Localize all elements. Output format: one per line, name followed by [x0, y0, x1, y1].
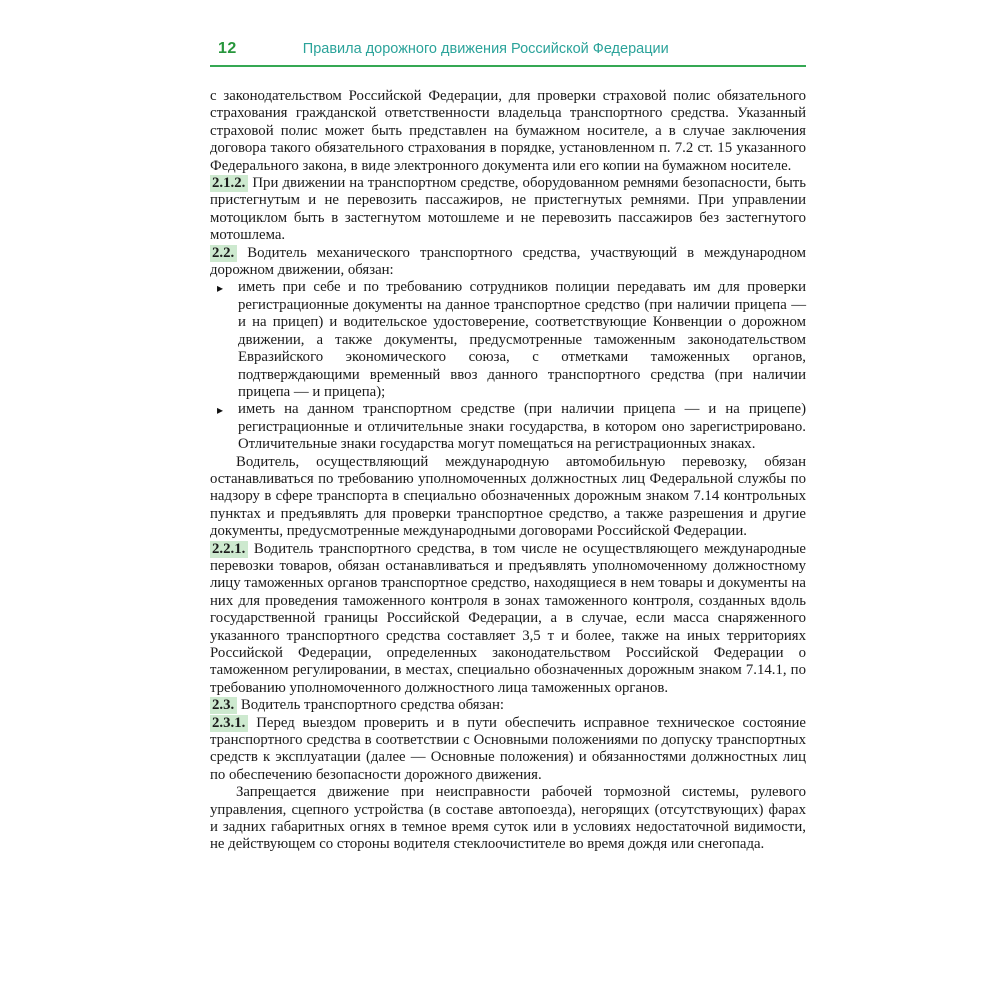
list-item-text: иметь на данном транспортном средстве (при наличии прицепа — и на прицепе) регистрационные и отличительные знаки государства, в котором оно зарегистрировано. Отличительные знаки государства могут помещаться на регистрационных знаках.: [238, 401, 806, 453]
page-title: Правила дорожного движения Российской Федерации: [302, 41, 669, 57]
section-number: 2.2.: [210, 245, 237, 262]
paragraph-continuation: [210, 88, 806, 175]
paragraph: [210, 454, 806, 541]
bullet-arrow-icon: ▸: [217, 281, 224, 296]
paragraph-text: с законодательством Российской Федерации, для проверки страховой полис обязательного страхования гражданской ответственности владельца транспортного средства. Указанный страховой полис может быть представлен на бумажном носителе, а в случае заключения договора такого обязательного страхования в порядке, установленном п. 7.2 ст. 15 указанного Федерального закона, в виде электронного документа или его копии на бумажном носителе.: [210, 88, 806, 174]
page-header: [210, 40, 806, 58]
paragraph-2-2-1: [210, 541, 806, 698]
paragraph-text: Перед выездом проверить и в пути обеспечить исправное техническое состояние транспортного средства в соответствии с Основными положениями по допуску транспортных средств к эксплуатации (далее — Основные положения) и обязанностями должностных лиц по обеспечению безопасности дорожного движения.: [210, 714, 807, 783]
paragraph-text: Запрещается движение при неисправности рабочей тормозной системы, рулевого управления, сцепного устройства (в составе автопоезда), негорящих (отсутствующих) фарах и задних габаритных огнях в темное время суток или в условиях недостаточной видимости, не действующем со стороны водителя стеклоочистителе во время дождя или снегопада.: [210, 784, 806, 853]
paragraph: [210, 784, 806, 854]
paragraph-text: При движении на транспортном средстве, оборудованном ремнями безопасности, быть пристегнутым и не перевозить пассажиров, не пристегнутых ремнями. При управлении мотоциклом быть в застегнутом мотошлеме и не перевозить пассажиров без застегнутого мотошлема.: [210, 175, 807, 244]
section-number: 2.2.1.: [210, 541, 248, 558]
list-item-text: иметь при себе и по требованию сотрудников полиции передавать им для проверки регистрационные документы на данное транспортное средство (при наличии прицепа — и на прицеп) и водительское удостоверение, соответствующие Конвенции о дорожном движении, а также документы, предусмотренные таможенным законодательством Евразийского экономического союза, с отметками таможенных органов, подтверждающими временный ввоз данного транспортного средства (при наличии прицепа — и прицепа);: [238, 279, 806, 400]
bullet-arrow-icon: ▸: [217, 403, 224, 418]
document-page: [210, 40, 806, 854]
paragraph-2-1-2: [210, 175, 806, 245]
page-number: 12: [218, 40, 237, 57]
list-item: [210, 279, 806, 401]
paragraph-text: Водитель транспортного средства обязан:: [240, 697, 505, 714]
header-divider: [210, 65, 806, 67]
paragraph-text: Водитель транспортного средства, в том числе не осуществляющего международные перевозки товаров, обязан останавливаться и предъявлять уполномоченному должностному лицу таможенных органов транспортное средство, находящиеся в нем товары и документы на них для проведения таможенного контроля в зонах таможенного контроля, созданных вдоль государственной границы Российской Федерации, а в случае, если масса снаряженного указанного транспортного средства составляет 3,5 т и более, также на иных территориях Российской Федерации, определенных законодательством Российской Федерации о таможенном регулировании, в местах, специально обозначенных дорожным знаком 7.14.1, по требованию уполномоченного должностного лица таможенных органов.: [210, 540, 806, 696]
paragraph-text: Водитель механического транспортного средства, участвующий в международном дорожном движении, обязан:: [210, 244, 806, 279]
paragraph-text: Водитель, осуществляющий международную автомобильную перевозку, обязан останавливаться по требованию уполномоченных должностных лиц Федеральной службы по надзору в сфере транспорта в специально обозначенных дорожным знаком 7.14 контрольных пунктах и предъявлять для проверки транспортное средство, а также разрешения и другие документы, предусмотренные международными договорами Российской Федерации.: [210, 453, 806, 540]
paragraph-2-3-1: [210, 715, 806, 785]
section-number: 2.3.: [210, 697, 237, 714]
body-text: [210, 88, 806, 854]
section-number: 2.1.2.: [210, 175, 248, 192]
paragraph-2-3: [210, 697, 806, 714]
paragraph-2-2: [210, 245, 806, 280]
section-number: 2.3.1.: [210, 715, 248, 732]
list-item: [210, 401, 806, 453]
